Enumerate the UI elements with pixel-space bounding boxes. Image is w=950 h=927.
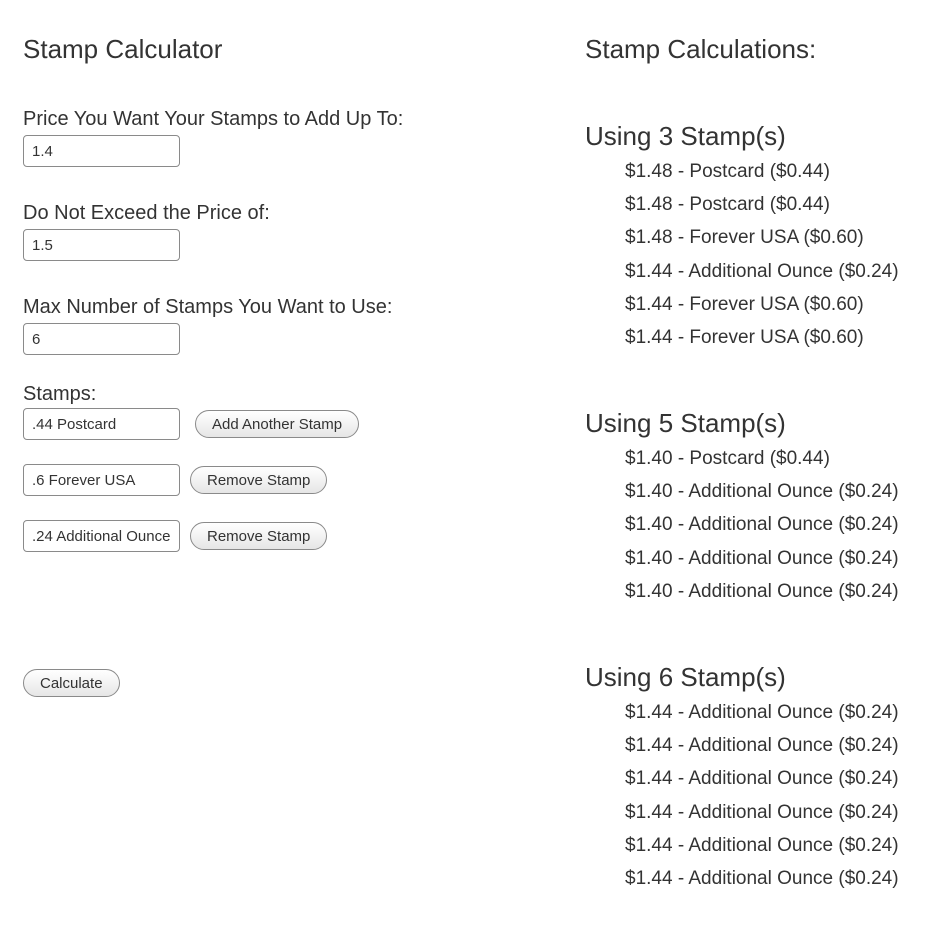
result-item: $1.44 - Additional Ounce ($0.24) xyxy=(625,834,899,856)
result-item: $1.40 - Postcard ($0.44) xyxy=(625,448,830,469)
add-stamp-button[interactable]: Add Another Stamp xyxy=(195,410,359,438)
result-item: $1.44 - Additional Ounce ($0.24) xyxy=(625,768,899,790)
result-item: $1.48 - Forever USA ($0.60) xyxy=(625,227,864,249)
max-stamps-input[interactable] xyxy=(23,323,180,355)
result-item: $1.48 - Postcard ($0.44) xyxy=(625,194,830,216)
calculator-title: Stamp Calculator xyxy=(23,34,223,64)
result-group-heading: Using 5 Stamp(s) xyxy=(585,408,786,438)
result-group-heading: Using 6 Stamp(s) xyxy=(585,662,786,692)
stamp-input[interactable] xyxy=(23,408,180,440)
stamp-input[interactable] xyxy=(23,464,180,496)
stamps-label: Stamps: xyxy=(23,383,97,405)
result-group-6-stamps xyxy=(585,662,950,895)
max-price-input[interactable] xyxy=(23,229,180,261)
max-price-label: Do Not Exceed the Price of: xyxy=(23,202,270,224)
price-label: Price You Want Your Stamps to Add Up To: xyxy=(23,108,404,130)
result-item: $1.44 - Additional Ounce ($0.24) xyxy=(625,801,899,823)
remove-stamp-button[interactable]: Remove Stamp xyxy=(190,522,327,550)
remove-stamp-button[interactable]: Remove Stamp xyxy=(190,466,327,494)
result-group-3-stamps xyxy=(585,121,950,354)
result-item: $1.44 - Forever USA ($0.60) xyxy=(625,293,864,315)
price-input[interactable] xyxy=(23,135,180,167)
result-item: $1.40 - Additional Ounce ($0.24) xyxy=(625,481,899,503)
stamp-input[interactable] xyxy=(23,520,180,552)
result-group-heading: Using 3 Stamp(s) xyxy=(585,121,786,151)
result-group-5-stamps xyxy=(585,408,950,608)
result-item: $1.48 - Postcard ($0.44) xyxy=(625,161,830,182)
calculate-button[interactable]: Calculate xyxy=(23,669,120,697)
result-item: $1.40 - Additional Ounce ($0.24) xyxy=(625,547,899,569)
result-item: $1.44 - Additional Ounce ($0.24) xyxy=(625,702,899,723)
result-item: $1.44 - Additional Ounce ($0.24) xyxy=(625,735,899,757)
result-item: $1.44 - Additional Ounce ($0.24) xyxy=(625,260,899,282)
result-item: $1.44 - Additional Ounce ($0.24) xyxy=(625,868,899,890)
result-item: $1.40 - Additional Ounce ($0.24) xyxy=(625,514,899,536)
results-title: Stamp Calculations: xyxy=(585,34,817,64)
result-item: $1.44 - Forever USA ($0.60) xyxy=(625,327,864,349)
max-stamps-label: Max Number of Stamps You Want to Use: xyxy=(23,296,393,318)
result-item: $1.40 - Additional Ounce ($0.24) xyxy=(625,580,899,602)
result-list xyxy=(585,696,950,895)
result-list xyxy=(585,155,950,354)
result-list xyxy=(585,442,950,608)
